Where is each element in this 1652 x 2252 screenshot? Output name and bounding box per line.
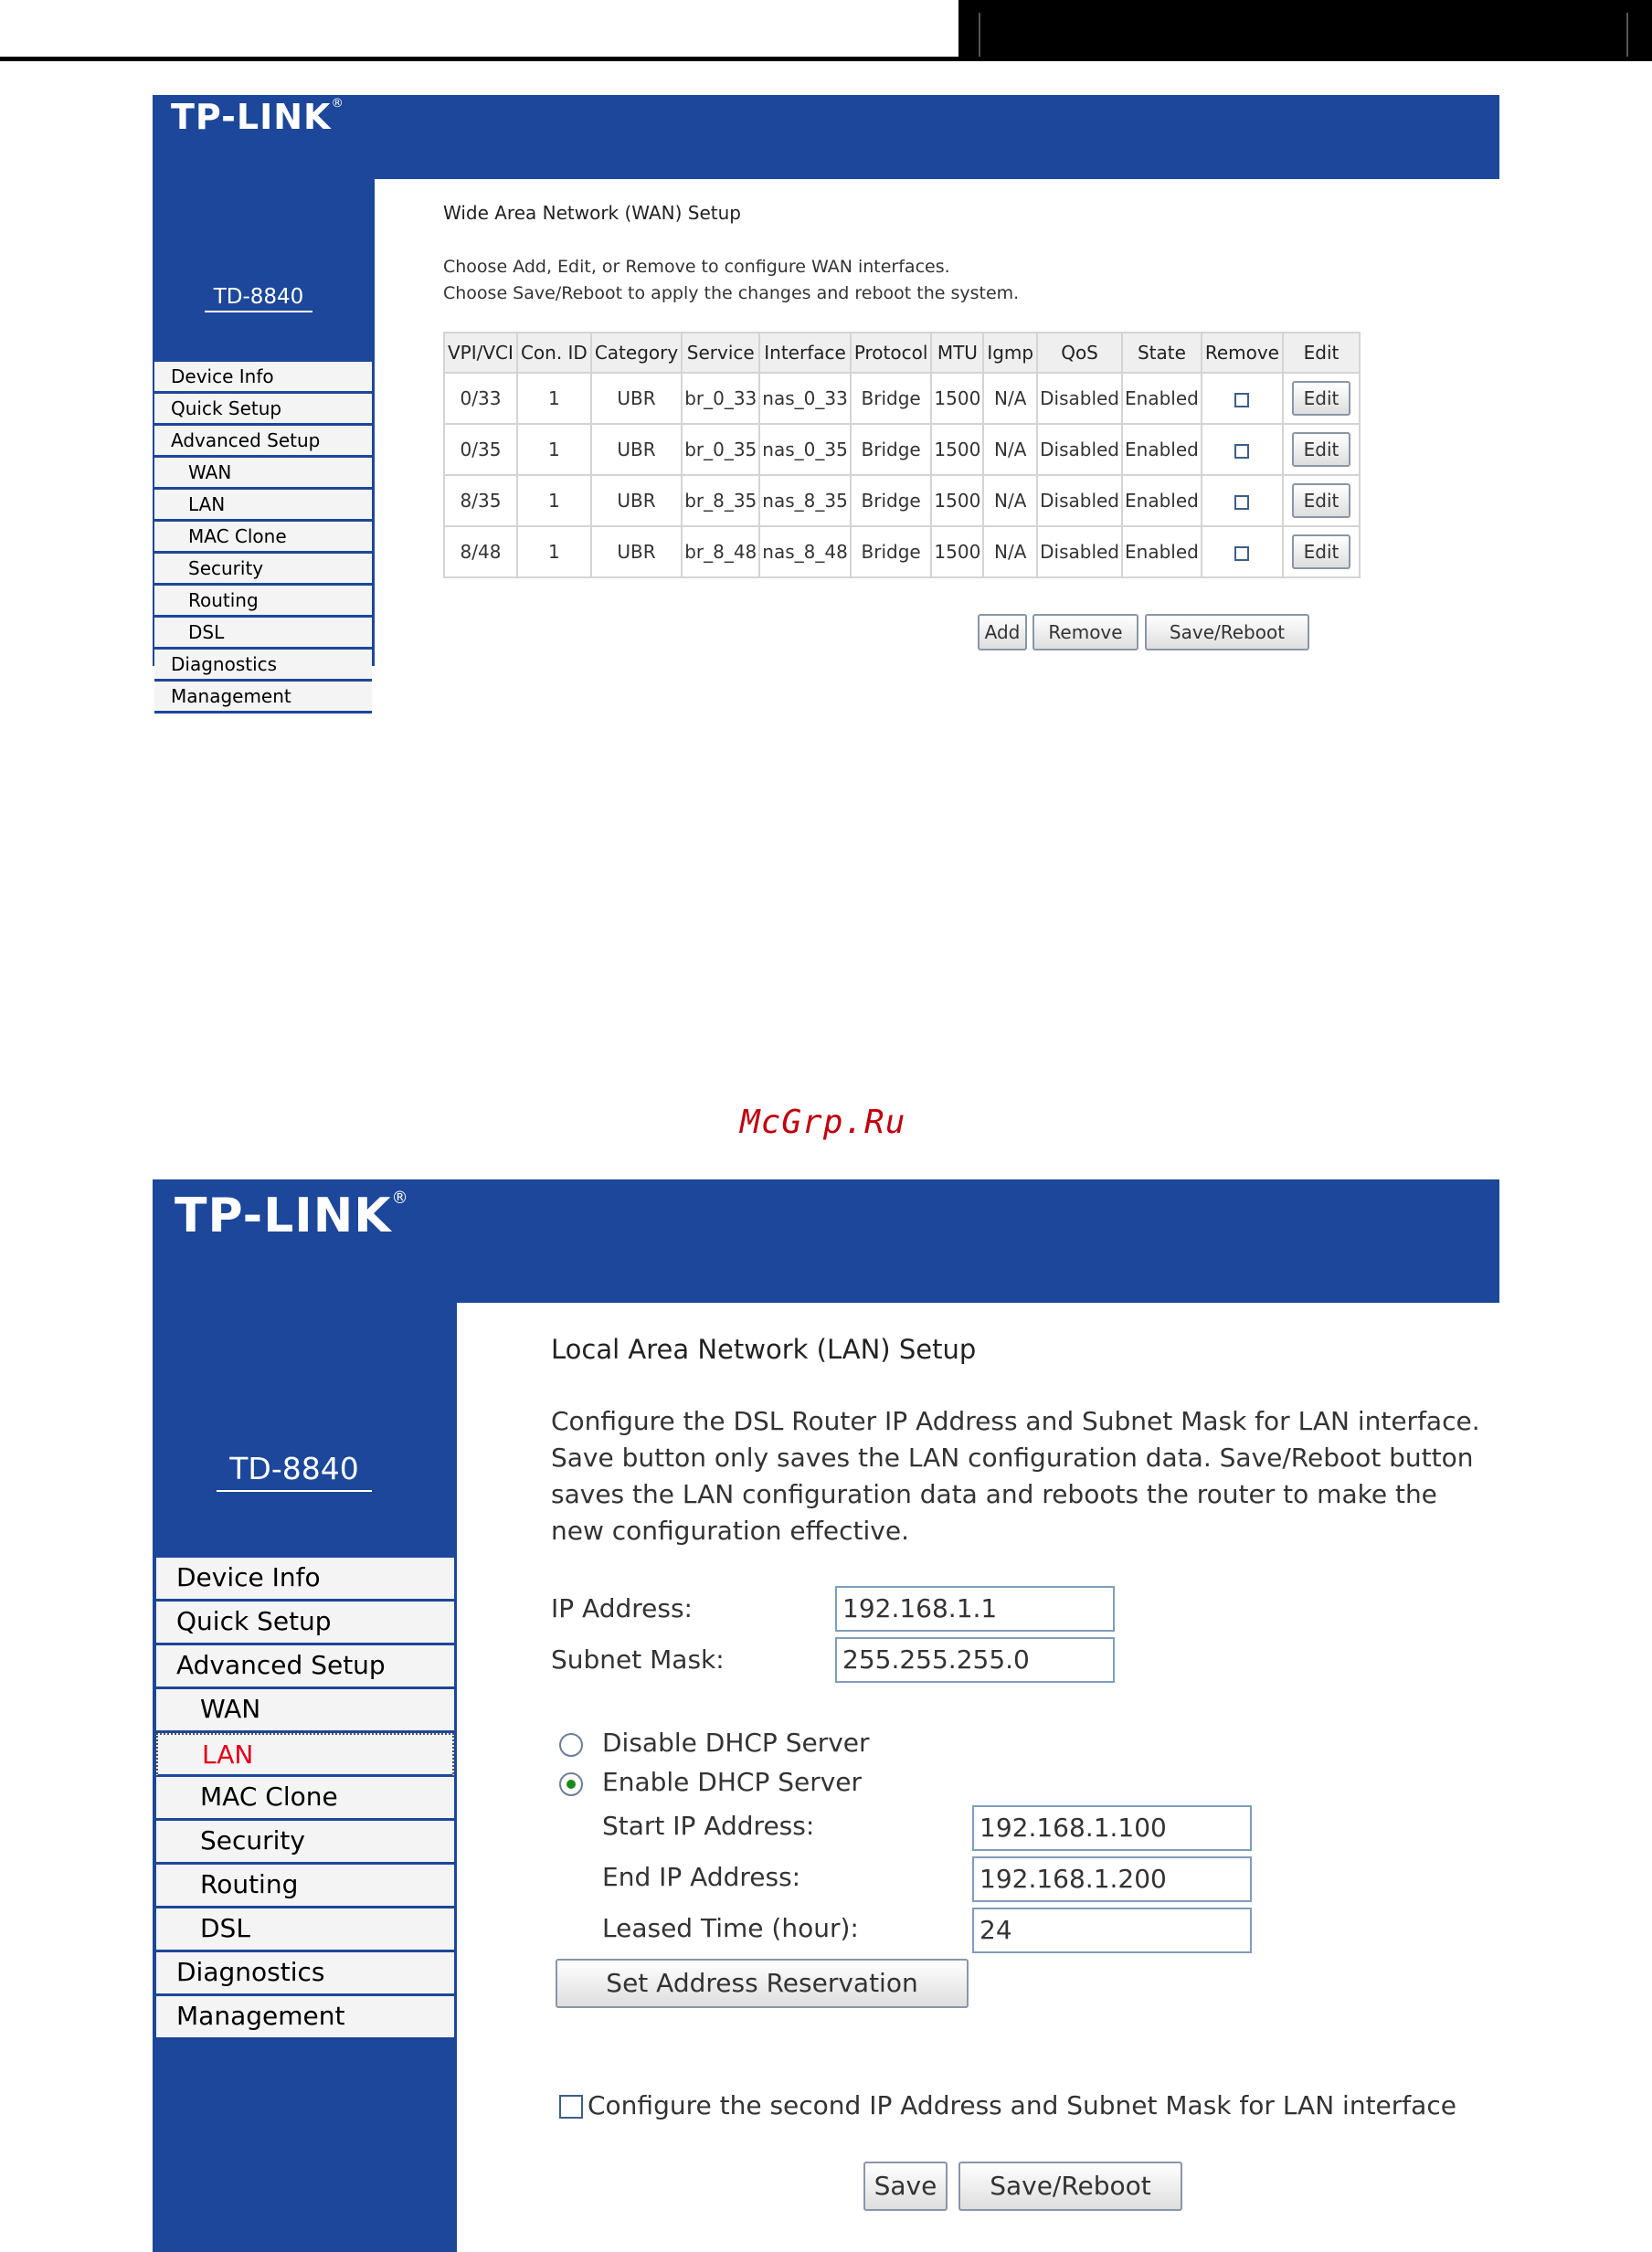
cell-vpi-vci: 0/33 xyxy=(445,374,516,423)
table-header-row xyxy=(445,333,1359,372)
cell-qos: Disabled xyxy=(1038,527,1121,576)
cell-remove xyxy=(1202,425,1282,474)
cell-mtu: 1500 xyxy=(932,374,982,423)
cell-service: br_0_33 xyxy=(683,374,758,423)
sidebar xyxy=(153,179,375,707)
sidebar-item-lan[interactable]: LAN xyxy=(156,1733,454,1777)
ip-address-label: IP Address: xyxy=(551,1593,693,1623)
save-reboot-button[interactable]: Save/Reboot xyxy=(958,2162,1182,2211)
cell-mtu: 1500 xyxy=(932,527,982,576)
remove-button[interactable]: Remove xyxy=(1032,614,1138,650)
lease-time-label: Leased Time (hour): xyxy=(602,1913,859,1943)
cell-mtu: 1500 xyxy=(932,476,982,525)
cell-service: br_0_35 xyxy=(683,425,758,474)
sidebar-item-management[interactable]: Management xyxy=(156,1996,454,2040)
header-banner xyxy=(153,95,1499,179)
cell-con-id: 1 xyxy=(518,374,590,423)
remove-checkbox[interactable] xyxy=(1234,444,1249,459)
description-line: Choose Add, Edit, or Remove to configure WAN interfaces. xyxy=(443,257,950,277)
start-ip-label: Start IP Address: xyxy=(602,1811,815,1841)
model-name: TD-8840 xyxy=(205,285,312,312)
table-row xyxy=(445,374,1359,423)
sidebar-item-routing[interactable]: Routing xyxy=(156,1865,454,1908)
sidebar-item-wan[interactable]: WAN xyxy=(156,1689,454,1733)
tp-link-logo: TP-LINK® xyxy=(171,97,344,137)
cell-protocol: Bridge xyxy=(852,374,931,423)
cell-con-id: 1 xyxy=(518,527,590,576)
cell-state: Enabled xyxy=(1123,374,1201,423)
cell-vpi-vci: 0/35 xyxy=(445,425,516,474)
column-header: Remove xyxy=(1202,333,1282,372)
cell-edit xyxy=(1284,527,1359,576)
sidebar-item-security[interactable]: Security xyxy=(154,554,372,586)
sidebar-item-mac-clone[interactable]: MAC Clone xyxy=(156,1777,454,1821)
subnet-mask-input[interactable]: 255.255.255.0 xyxy=(835,1637,1115,1683)
cell-state: Enabled xyxy=(1123,476,1201,525)
sidebar-item-routing[interactable]: Routing xyxy=(154,586,372,618)
sidebar-item-lan[interactable]: LAN xyxy=(154,490,372,522)
cell-remove xyxy=(1202,527,1282,576)
cell-state: Enabled xyxy=(1123,425,1201,474)
sidebar-item-device-info[interactable]: Device Info xyxy=(156,1558,454,1602)
column-header: VPI/VCI xyxy=(445,333,516,372)
sidebar-item-security[interactable]: Security xyxy=(156,1821,454,1865)
sidebar-item-quick-setup[interactable]: Quick Setup xyxy=(154,394,372,426)
cell-igmp: N/A xyxy=(984,476,1036,525)
edit-button[interactable]: Edit xyxy=(1292,432,1350,467)
cell-con-id: 1 xyxy=(518,476,590,525)
disable-dhcp-radio[interactable] xyxy=(559,1733,583,1757)
cell-category: UBR xyxy=(592,527,681,576)
save-button[interactable]: Save xyxy=(863,2162,948,2211)
cell-igmp: N/A xyxy=(984,527,1036,576)
sidebar-item-management[interactable]: Management xyxy=(154,682,372,714)
subnet-mask-label: Subnet Mask: xyxy=(551,1644,725,1675)
sidebar-item-dsl[interactable]: DSL xyxy=(156,1908,454,1952)
sidebar-item-quick-setup[interactable]: Quick Setup xyxy=(156,1602,454,1645)
table-row xyxy=(445,425,1359,474)
column-header: MTU xyxy=(932,333,982,372)
end-ip-input[interactable]: 192.168.1.200 xyxy=(972,1856,1252,1902)
cell-edit xyxy=(1284,374,1359,423)
header-banner xyxy=(153,1179,1499,1303)
sidebar-item-advanced-setup[interactable]: Advanced Setup xyxy=(156,1645,454,1689)
cell-category: UBR xyxy=(592,374,681,423)
column-header: Edit xyxy=(1284,333,1359,372)
second-ip-label: Configure the second IP Address and Subnet Mask for LAN interface xyxy=(588,2090,1456,2120)
remove-checkbox[interactable] xyxy=(1234,393,1249,407)
cell-interface: nas_8_48 xyxy=(760,527,850,576)
cell-qos: Disabled xyxy=(1038,374,1121,423)
column-header: State xyxy=(1123,333,1201,372)
page-header-box xyxy=(958,0,1652,57)
disable-dhcp-label: Disable DHCP Server xyxy=(602,1728,870,1758)
cell-qos: Disabled xyxy=(1038,425,1121,474)
column-header: Protocol xyxy=(852,333,931,372)
sidebar xyxy=(153,1303,457,2252)
column-header: Igmp xyxy=(984,333,1036,372)
sidebar-item-device-info[interactable]: Device Info xyxy=(154,362,372,394)
lease-time-input[interactable]: 24 xyxy=(972,1908,1252,1953)
cell-service: br_8_35 xyxy=(683,476,758,525)
cell-con-id: 1 xyxy=(518,425,590,474)
sidebar-item-dsl[interactable]: DSL xyxy=(154,618,372,650)
cell-service: br_8_48 xyxy=(683,527,758,576)
column-header: Con. ID xyxy=(518,333,590,372)
sidebar-item-mac-clone[interactable]: MAC Clone xyxy=(154,522,372,554)
table-row xyxy=(445,476,1359,525)
cell-category: UBR xyxy=(592,476,681,525)
column-header: QoS xyxy=(1038,333,1121,372)
second-ip-checkbox[interactable] xyxy=(559,2095,583,2119)
cell-remove xyxy=(1202,476,1282,525)
sidebar-item-diagnostics[interactable]: Diagnostics xyxy=(154,650,372,682)
cell-mtu: 1500 xyxy=(932,425,982,474)
page-header-rule xyxy=(0,57,1652,61)
column-header: Service xyxy=(683,333,758,372)
end-ip-label: End IP Address: xyxy=(602,1862,801,1892)
cell-category: UBR xyxy=(592,425,681,474)
cell-igmp: N/A xyxy=(984,374,1036,423)
column-header: Category xyxy=(592,333,681,372)
watermark: McGrp.Ru xyxy=(740,1104,906,1141)
cell-protocol: Bridge xyxy=(852,527,931,576)
tp-link-logo: TP-LINK® xyxy=(175,1189,409,1243)
cell-state: Enabled xyxy=(1123,527,1201,576)
description-line: Choose Save/Reboot to apply the changes and reboot the system. xyxy=(443,283,1020,303)
sidebar-menu xyxy=(156,1558,454,2040)
edit-button[interactable]: Edit xyxy=(1292,483,1350,518)
remove-checkbox[interactable] xyxy=(1234,546,1249,561)
set-address-reservation-button[interactable]: Set Address Reservation xyxy=(556,1959,969,2008)
cell-vpi-vci: 8/48 xyxy=(445,527,516,576)
page-description: Configure the DSL Router IP Address and Subnet Mask for LAN interface. Save button only saves the LAN configuration data. Save/Reboot button saves the LAN configuration data and reboots the router to make the new configuration effective. xyxy=(551,1406,1480,1546)
edit-button[interactable]: Edit xyxy=(1292,381,1350,416)
cell-igmp: N/A xyxy=(984,425,1036,474)
cell-protocol: Bridge xyxy=(852,476,931,525)
remove-checkbox[interactable] xyxy=(1234,495,1249,510)
table-row xyxy=(445,527,1359,576)
edit-button[interactable]: Edit xyxy=(1292,534,1350,569)
cell-qos: Disabled xyxy=(1038,476,1121,525)
cell-vpi-vci: 8/35 xyxy=(445,476,516,525)
save-reboot-button[interactable]: Save/Reboot xyxy=(1145,614,1309,650)
page-title: Local Area Network (LAN) Setup xyxy=(551,1334,977,1365)
cell-edit xyxy=(1284,476,1359,525)
cell-interface: nas_0_33 xyxy=(760,374,850,423)
sidebar-item-diagnostics[interactable]: Diagnostics xyxy=(156,1952,454,1996)
column-header: Interface xyxy=(760,333,850,372)
cell-interface: nas_8_35 xyxy=(760,476,850,525)
start-ip-input[interactable]: 192.168.1.100 xyxy=(972,1805,1252,1851)
sidebar-item-wan[interactable]: WAN xyxy=(154,458,372,490)
sidebar-menu xyxy=(154,362,372,714)
cell-remove xyxy=(1202,374,1282,423)
page-title: Wide Area Network (WAN) Setup xyxy=(443,202,741,224)
cell-protocol: Bridge xyxy=(852,425,931,474)
model-name: TD-8840 xyxy=(217,1451,372,1492)
enable-dhcp-radio[interactable] xyxy=(559,1772,583,1796)
sidebar-item-advanced-setup[interactable]: Advanced Setup xyxy=(154,426,372,458)
enable-dhcp-label: Enable DHCP Server xyxy=(602,1767,863,1797)
page-description xyxy=(443,254,1019,307)
cell-edit xyxy=(1284,425,1359,474)
wan-table xyxy=(443,332,1361,578)
add-button[interactable]: Add xyxy=(978,614,1027,650)
ip-address-input[interactable]: 192.168.1.1 xyxy=(835,1586,1115,1632)
cell-interface: nas_0_35 xyxy=(760,425,850,474)
